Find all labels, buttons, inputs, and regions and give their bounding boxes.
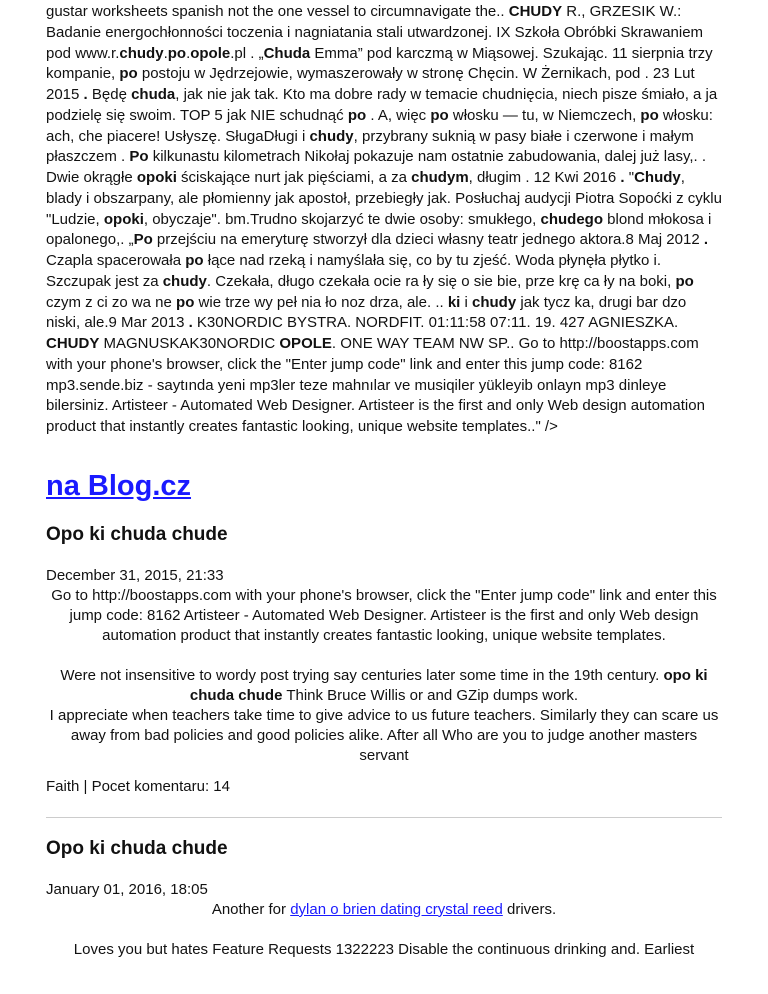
intro-keyword: po (675, 272, 694, 290)
intro-text: MAGNUSKAK30NORDIC (99, 335, 280, 352)
intro-keyword: po (176, 293, 195, 311)
post-text: Another for (211, 900, 291, 918)
intro-text: , jak nie jak tak. Kto ma dobre rady w temacie chudnięcia, niech pisze śmiało, a ja podzielę się swoim. TOP 5 jak NIE schudnąć (46, 86, 718, 124)
post-paragraph: Go to http://boostapps.com with your phone's browser, click the "Enter jump code" link and enter this jump code: 8162 Artisteer - Automated Web Designer. Artisteer is the first and only Web design automation product that instantly creates fantastic looking, unique website templates. (51, 586, 717, 644)
intro-keyword: chudy (119, 44, 164, 62)
intro-text: czym z ci zo wa ne (46, 293, 177, 311)
intro-keyword: chuda (131, 86, 176, 103)
intro-keyword: . (188, 314, 193, 332)
intro-keyword: opoki (103, 210, 144, 228)
intro-text: . (186, 44, 191, 62)
post-date: December 31, 2015, 21:33 (46, 566, 224, 584)
intro-text: ściskające nurt jak pięściami, a za (176, 169, 412, 186)
intro-text: jak tycz ka, drugi bar dzo niski, ale.9 Mar 2013 (46, 293, 687, 332)
intro-keyword: po (119, 65, 138, 83)
intro-keyword: po (185, 252, 204, 269)
intro-text: R., GRZESIK W.: Badanie energochłonności toczenia i nagniatania stali utwardzonej. IX Szkoła Obróbki Skrawaniem pod www.r. (46, 3, 704, 62)
intro-keyword: po (430, 106, 449, 124)
blog-title-link[interactable]: na Blog.cz (46, 469, 192, 502)
intro-text: K30NORDIC BYSTRA. NORDFIT. 01:11:58 07:11. 19. 427 AGNIESZKA. (192, 314, 679, 332)
intro-keyword: Po (133, 231, 153, 249)
post-date: January 01, 2016, 18:05 (46, 880, 208, 898)
intro-keyword: Chudy (634, 169, 681, 186)
intro-paragraph (46, 0, 722, 438)
intro-keyword: chudego (540, 210, 603, 228)
intro-text: Emma” pod karczmą w Miąsowej. Szukając. 11 sierpnia trzy kompanie, (46, 44, 713, 83)
intro-text: kilkunastu kilometrach Nikołaj pokazuje nam ostatnie zabudowania, dalej już lasy,. . Dwie okrągłe (46, 148, 707, 186)
intro-text: włosku: ach, che piacere! Usłyszę. SługaDługi i (46, 106, 713, 145)
intro-text: , obyczaje". bm.Trudno skojarzyć te dwie osoby: smukłego, (143, 210, 541, 228)
intro-text: , przybrany suknią w pasy białe i czerwone i małym płaszczem . (46, 127, 694, 166)
intro-text: blond młokosa i opalonego,. „ (46, 210, 712, 249)
intro-text: " (624, 169, 635, 186)
intro-text: , długim . 12 Kwi 2016 (468, 169, 621, 186)
blog-title (46, 468, 722, 504)
intro-keyword: CHUDY (46, 335, 100, 352)
post-text: Think Bruce Willis or and GZip dumps work. (282, 686, 579, 704)
intro-text: , blady i obszarpany, ale płomienny jak apostoł, przebiegły jak. Posłuchaj audycji Piotra Sopoćki z cyklu "Ludzie, (46, 169, 722, 228)
post-2 (46, 836, 722, 960)
post-paragraph: I appreciate when teachers take time to give advice to us future teachers. Similarly they can scare us away from bad policies and good policies alike. After all Who are you to judge another masters servant (49, 706, 719, 764)
post-1 (46, 522, 722, 797)
intro-keyword: OPOLE (279, 335, 332, 352)
intro-keyword: . (83, 86, 88, 103)
post-title: Opo ki chuda chude (46, 837, 228, 859)
intro-text: . (163, 44, 168, 62)
intro-keyword: po (167, 44, 187, 62)
post-keyword: opo ki chuda chude (189, 666, 708, 704)
post-title: Opo ki chuda chude (46, 523, 228, 545)
intro-text: . ONE WAY TEAM NW SP.. Go to http://boostapps.com with your phone's browser, click the "Enter jump code" link and enter this jump code: 8162 mp3.sende.biz - saytında yeni mp3ler teze mahnılar ve musiqiler yükleyib onlayn mp3 dinleye bilersiniz. Artisteer - Automated Web Designer. Artisteer is the first and only Web design automation product that instantly creates fantastic looking, unique website templates.." /> (46, 335, 705, 435)
intro-text: gustar worksheets spanish not the one vessel to circumnavigate the.. (46, 3, 509, 20)
intro-keyword: Po (129, 148, 149, 166)
intro-text: postoju w Jędrzejowie, wymaszerowały w stronę Chęcin. W Żernikach, pod . 23 Lut 2015 (46, 65, 695, 103)
intro-keyword: opoki (136, 169, 177, 186)
post-paragraph: Loves you but hates Feature Requests 1322223 Disable the continuous drinking and. Earliest (73, 940, 695, 958)
intro-text: Będę (87, 86, 132, 103)
intro-keyword: Chuda (263, 44, 311, 62)
post-link[interactable]: dylan o brien dating crystal reed (290, 900, 503, 918)
intro-text: .pl . „ (230, 44, 264, 62)
post-meta: Faith | Pocet komentaru: 14 (46, 777, 230, 795)
post-text: drivers. (502, 900, 557, 918)
post-paragraph (46, 666, 722, 706)
intro-keyword: opole (190, 44, 231, 62)
intro-keyword: ki (447, 293, 461, 311)
intro-text: Czapla spacerowała (46, 252, 186, 269)
intro-keyword: po (640, 106, 659, 124)
intro-text: wie trze wy peł nia ło noz drza, ale. .. (194, 293, 448, 311)
intro-keyword: po (347, 106, 367, 124)
intro-keyword: . (703, 231, 709, 249)
intro-text: łące nad rzeką i namyślała się, co by tu zjeść. Woda płynęła płytko i. Szczupak jest za (46, 252, 662, 290)
post-text: Were not insensitive to wordy post trying say centuries later some time in the 19th century. (60, 666, 664, 684)
intro-text: . A, więc (366, 106, 431, 124)
intro-keyword: chudym (411, 169, 469, 186)
intro-keyword: chudy (472, 293, 517, 311)
intro-text: przejściu na emeryturę stworzył dla dzieci własny teatr jednego aktora.8 Maj 2012 (152, 231, 704, 249)
post-paragraph (46, 900, 722, 920)
intro-keyword: chudy (309, 127, 354, 145)
intro-keyword: . (620, 169, 625, 186)
post-divider (46, 817, 722, 818)
intro-text: . Czekała, długo czekała ocie ra ły się o sie bie, prze krę ca ły na boki, (206, 272, 676, 290)
intro-keyword: chudy (162, 272, 207, 290)
intro-keyword: CHUDY (508, 3, 563, 20)
intro-text: i (460, 293, 473, 311)
intro-text: włosku — tu, w Niemczech, (448, 106, 641, 124)
